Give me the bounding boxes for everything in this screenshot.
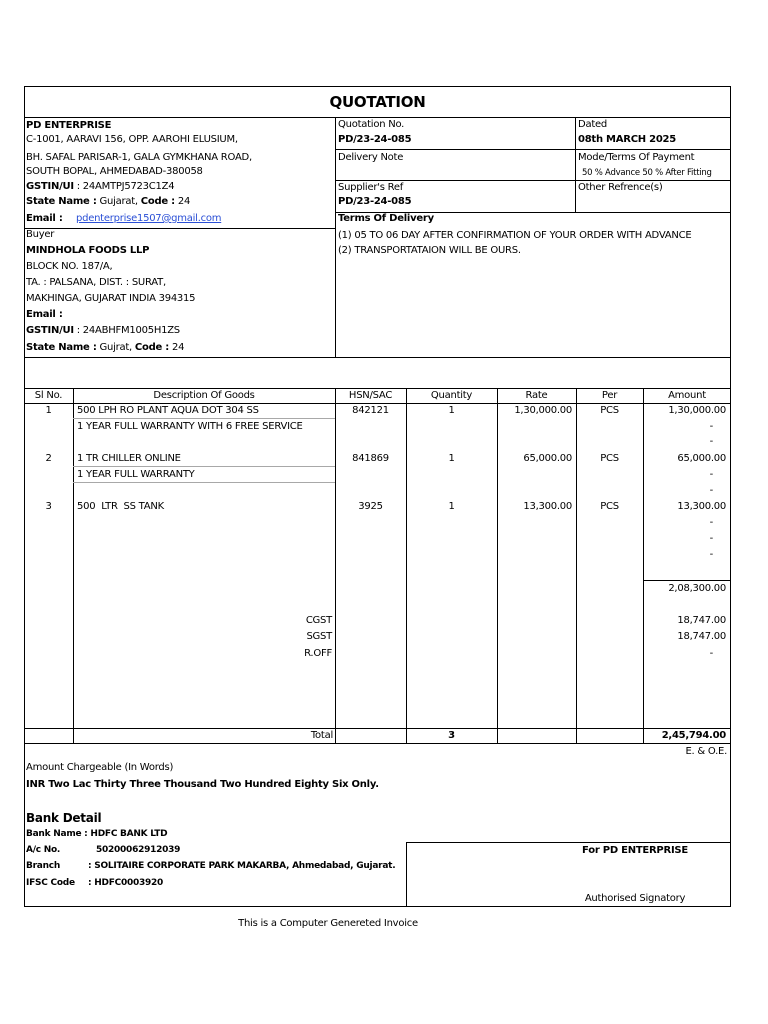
col-header-hsn: HSN/SAC xyxy=(348,390,393,401)
amount-dash: - xyxy=(709,533,713,544)
sgst-label: SGST xyxy=(306,631,332,642)
other-ref-label: Other Refrence(s) xyxy=(578,182,663,193)
supplier-ref-label: Supplier's Ref xyxy=(338,182,404,193)
item-rate: 1,30,000.00 xyxy=(514,405,572,416)
computer-generated-note: This is a Computer Genereted Invoice xyxy=(238,918,418,929)
seller-email-link[interactable]: pdenterprise1507@gmail.com xyxy=(76,213,222,224)
item-hsn: 3925 xyxy=(358,501,383,512)
total-quantity: 3 xyxy=(448,730,455,741)
delivery-note-label: Delivery Note xyxy=(338,152,404,163)
item-amount: 13,300.00 xyxy=(677,501,726,512)
supplier-ref-value: PD/23-24-085 xyxy=(338,196,412,207)
payment-terms-label: Mode/Terms Of Payment xyxy=(578,152,695,163)
for-company-label: For PD ENTERPRISE xyxy=(582,845,688,856)
col-header-quantity: Quantity xyxy=(430,390,473,401)
item-rate: 65,000.00 xyxy=(523,453,572,464)
item-amount: 65,000.00 xyxy=(677,453,726,464)
col-header-description: Description Of Goods xyxy=(153,390,255,401)
buyer-address-line: MAKHINGA, GUJARAT INDIA 394315 xyxy=(26,293,196,304)
buyer-state-label: State Name : xyxy=(26,342,97,353)
amount-dash: - xyxy=(709,549,713,560)
amount-dash: - xyxy=(709,517,713,528)
seller-code-value: 24 xyxy=(174,196,191,207)
col-header-amount: Amount xyxy=(668,390,706,401)
buyer-email-label: Email : xyxy=(26,309,63,320)
seller-state xyxy=(26,196,190,208)
buyer-code-label: Code : xyxy=(134,342,170,353)
eoe-note: E. & O.E. xyxy=(685,746,727,757)
seller-address-line: BH. SAFAL PARISAR-1, GALA GYMKHANA ROAD, xyxy=(26,152,252,163)
seller-address-line: C-1001, AARAVI 156, OPP. AAROHI ELUSIUM, xyxy=(26,134,238,145)
amount-words-label: Amount Chargeable (In Words) xyxy=(26,762,174,773)
item-sl: 3 xyxy=(45,501,52,512)
buyer-code-value: 24 xyxy=(169,342,185,353)
amount-dash: - xyxy=(709,469,713,480)
bank-name-value: HDFC BANK LTD xyxy=(87,829,168,839)
terms-of-delivery-label: Terms Of Delivery xyxy=(338,213,434,224)
buyer-gstin xyxy=(26,325,180,337)
item-quantity: 1 xyxy=(448,405,455,416)
payment-terms-value: 50 % Advance 50 % After Fitting xyxy=(582,168,712,178)
item-description: 1 TR CHILLER ONLINE xyxy=(77,453,181,464)
quotation-no-value: PD/23-24-085 xyxy=(338,134,412,145)
amount-dash: - xyxy=(709,436,713,447)
quotation-no-label: Quotation No. xyxy=(338,119,405,130)
item-per: PCS xyxy=(600,453,619,464)
branch-label: Branch xyxy=(26,861,61,871)
cgst-label: CGST xyxy=(305,615,332,626)
col-header-rate: Rate xyxy=(525,390,548,401)
dated-value: 08th MARCH 2025 xyxy=(578,134,676,145)
ifsc-value: : HDFC0003920 xyxy=(88,878,164,888)
seller-gstin xyxy=(26,181,174,193)
seller-code-label: Code : xyxy=(140,196,175,207)
roff-amount: - xyxy=(709,648,713,659)
branch-value: : SOLITAIRE CORPORATE PARK MAKARBA, Ahmedabad, Gujarat. xyxy=(88,861,396,871)
item-rate: 13,300.00 xyxy=(523,501,572,512)
buyer-state xyxy=(26,342,184,354)
buyer-gstin-value: : 24ABHFM1005H1ZS xyxy=(73,325,180,336)
seller-gstin-label: GSTIN/UI xyxy=(26,181,74,192)
item-hsn: 841869 xyxy=(352,453,389,464)
total-label: Total xyxy=(310,730,333,741)
amount-dash: - xyxy=(709,485,713,496)
col-header-per: Per xyxy=(601,390,618,401)
item-per: PCS xyxy=(600,405,619,416)
seller-state-value: Gujarat, xyxy=(96,196,141,207)
item-note: 1 YEAR FULL WARRANTY xyxy=(77,469,195,480)
buyer-address-line: TA. : PALSANA, DIST. : SURAT, xyxy=(26,277,166,288)
sgst-amount: 18,747.00 xyxy=(677,631,726,642)
bank-name-label: Bank Name : xyxy=(26,829,88,839)
seller-name: PD ENTERPRISE xyxy=(26,120,112,131)
subtotal-amount: 2,08,300.00 xyxy=(668,583,726,594)
buyer-state-value: Gujrat, xyxy=(96,342,135,353)
bank-detail-heading: Bank Detail xyxy=(26,811,102,825)
buyer-address-line: BLOCK NO. 187/A, xyxy=(26,261,113,272)
account-no-value: 50200062912039 xyxy=(96,845,181,855)
item-hsn: 842121 xyxy=(352,405,389,416)
seller-state-label: State Name : xyxy=(26,196,97,207)
amount-dash: - xyxy=(709,421,713,432)
item-sl: 2 xyxy=(45,453,52,464)
cgst-amount: 18,747.00 xyxy=(677,615,726,626)
item-note: 1 YEAR FULL WARRANTY WITH 6 FREE SERVICE xyxy=(77,421,303,432)
seller-email-label: Email : xyxy=(26,213,63,224)
item-description: 500 LPH RO PLANT AQUA DOT 304 SS xyxy=(77,405,259,416)
item-sl: 1 xyxy=(45,405,52,416)
terms-line: (2) TRANSPORTATAION WILL BE OURS. xyxy=(338,245,521,256)
item-description: 500 LTR SS TANK xyxy=(77,501,164,512)
dated-label: Dated xyxy=(578,119,607,130)
item-amount: 1,30,000.00 xyxy=(668,405,726,416)
terms-line: (1) 05 TO 06 DAY AFTER CONFIRMATION OF YOUR ORDER WITH ADVANCE xyxy=(338,230,692,241)
item-quantity: 1 xyxy=(448,453,455,464)
col-header-sl: Sl No. xyxy=(34,390,63,401)
item-per: PCS xyxy=(600,501,619,512)
item-quantity: 1 xyxy=(448,501,455,512)
account-no-label: A/c No. xyxy=(26,845,61,855)
amount-words-value: INR Two Lac Thirty Three Thousand Two Hundred Eighty Six Only. xyxy=(26,779,379,790)
seller-address-line: SOUTH BOPAL, AHMEDABAD-380058 xyxy=(26,166,203,177)
bank-name xyxy=(26,828,167,840)
authorised-signatory: Authorised Signatory xyxy=(584,893,686,904)
buyer-gstin-label: GSTIN/UI xyxy=(26,325,74,336)
document-title: QUOTATION xyxy=(329,93,426,111)
ifsc-label: IFSC Code xyxy=(26,878,75,888)
seller-gstin-value: : 24AMTPJ5723C1Z4 xyxy=(73,181,175,192)
roff-label: R.OFF xyxy=(304,648,332,659)
buyer-heading: Buyer xyxy=(26,229,55,240)
total-amount: 2,45,794.00 xyxy=(661,730,726,741)
buyer-name: MINDHOLA FOODS LLP xyxy=(26,245,150,256)
